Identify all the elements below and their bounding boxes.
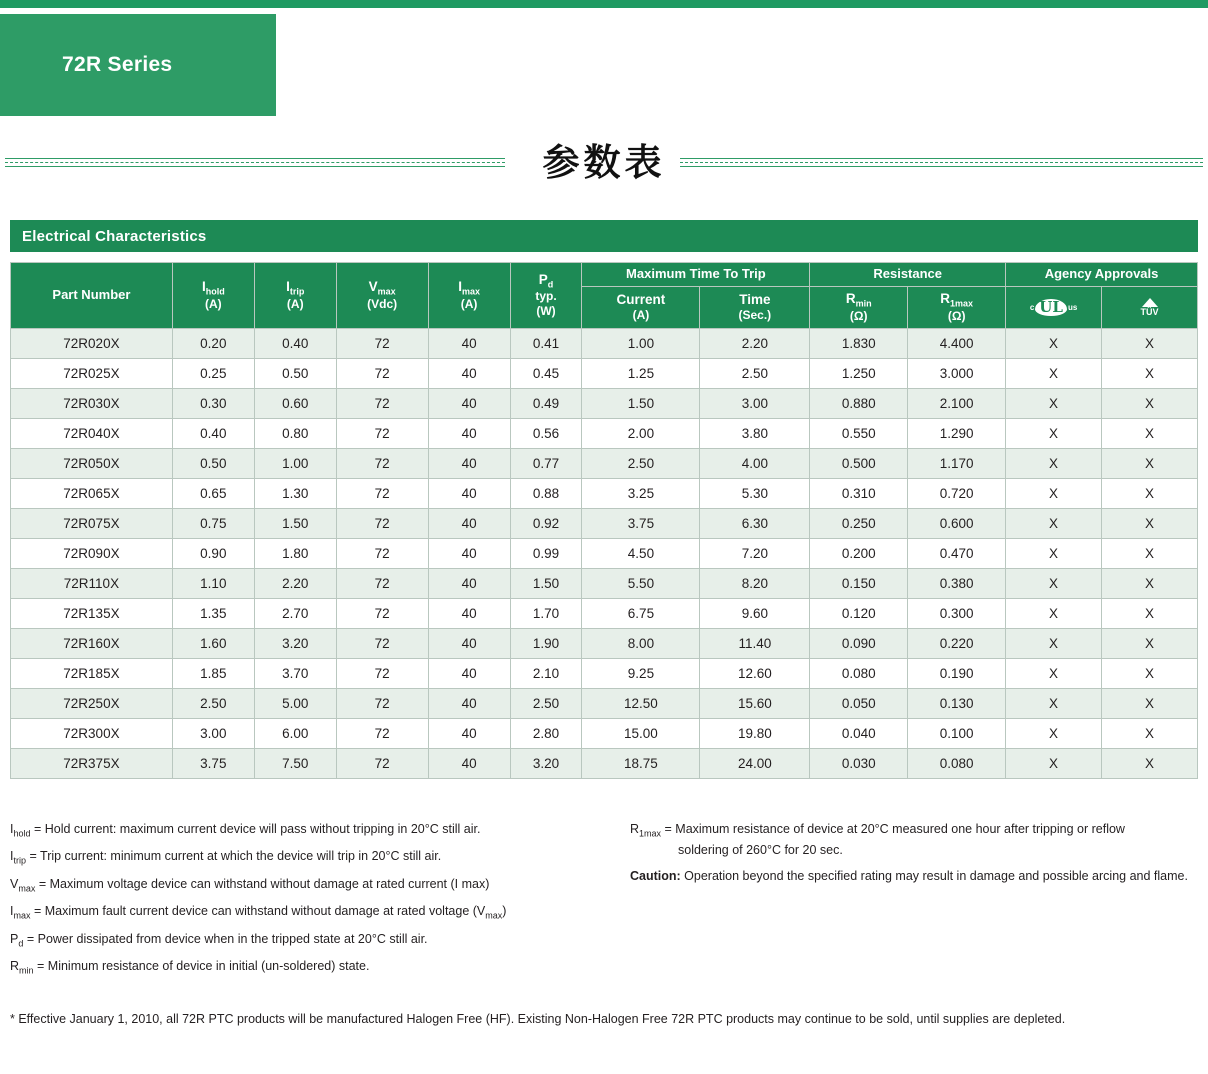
- col-ihold: [172, 263, 254, 329]
- cell-itrip: 6.00: [254, 718, 336, 748]
- cell-pd: 3.20: [510, 748, 582, 778]
- cell-vmax: 72: [336, 478, 428, 508]
- cell-pd: 2.80: [510, 718, 582, 748]
- cell-rmin: 0.310: [810, 478, 908, 508]
- cell-ul: X: [1006, 448, 1102, 478]
- cell-tuv: X: [1102, 748, 1198, 778]
- top-accent-bar: [0, 0, 1208, 8]
- cell-pd: 0.77: [510, 448, 582, 478]
- note-pd: [10, 930, 610, 951]
- cell-current: 12.50: [582, 688, 700, 718]
- cell-itrip: 2.70: [254, 598, 336, 628]
- cell-imax: 40: [428, 568, 510, 598]
- cell-itrip: 1.50: [254, 508, 336, 538]
- cell-ihold: 3.75: [172, 748, 254, 778]
- cell-ul: X: [1006, 568, 1102, 598]
- cell-pd: 2.10: [510, 658, 582, 688]
- cell-ihold: 0.40: [172, 418, 254, 448]
- cell-pn: 72R065X: [11, 478, 173, 508]
- col-vmax: [336, 263, 428, 329]
- note-vmax-symbol: V: [10, 876, 19, 891]
- trip-time-label: Time: [739, 291, 771, 307]
- cell-pd: 0.56: [510, 418, 582, 448]
- table-row: [11, 418, 1198, 448]
- note-vmax: [10, 875, 610, 896]
- cell-time: 2.20: [700, 328, 810, 358]
- cell-pd: 1.90: [510, 628, 582, 658]
- cell-r1max: 0.720: [908, 478, 1006, 508]
- cell-rmin: 0.120: [810, 598, 908, 628]
- cell-ihold: 1.60: [172, 628, 254, 658]
- cell-itrip: 0.50: [254, 358, 336, 388]
- cell-time: 11.40: [700, 628, 810, 658]
- cell-imax: 40: [428, 598, 510, 628]
- pd-typ: typ.: [535, 289, 557, 304]
- cell-pd: 0.45: [510, 358, 582, 388]
- col-itrip: [254, 263, 336, 329]
- table-row: [11, 568, 1198, 598]
- cell-vmax: 72: [336, 508, 428, 538]
- cell-current: 3.25: [582, 478, 700, 508]
- note-ihold-text: = Hold current: maximum current device will pass without tripping in 20°C still air.: [30, 822, 481, 836]
- cell-pn: 72R025X: [11, 358, 173, 388]
- cell-itrip: 7.50: [254, 748, 336, 778]
- cell-r1max: 0.190: [908, 658, 1006, 688]
- cell-time: 24.00: [700, 748, 810, 778]
- cell-rmin: 0.550: [810, 418, 908, 448]
- cell-pn: 72R160X: [11, 628, 173, 658]
- cell-imax: 40: [428, 328, 510, 358]
- cell-time: 7.20: [700, 538, 810, 568]
- cell-tuv: X: [1102, 478, 1198, 508]
- cell-pd: 0.92: [510, 508, 582, 538]
- note-vmax-text: = Maximum voltage device can withstand without damage at rated current (I max): [35, 876, 490, 891]
- cell-pn: 72R090X: [11, 538, 173, 568]
- cell-imax: 40: [428, 418, 510, 448]
- note-imax-subscript: max: [13, 910, 31, 921]
- cell-ihold: 0.65: [172, 478, 254, 508]
- note-imax-symbol: I: [10, 904, 14, 919]
- note-r1max: [630, 820, 1200, 861]
- col-resistance: Resistance: [810, 263, 1006, 287]
- vmax-unit: (Vdc): [367, 296, 398, 311]
- cell-ul: X: [1006, 688, 1102, 718]
- r1max-symbol: R: [940, 290, 950, 306]
- cell-pd: 1.50: [510, 568, 582, 598]
- cell-pd: 0.41: [510, 328, 582, 358]
- vmax-subscript: max: [377, 286, 396, 297]
- pd-unit: (W): [536, 304, 556, 319]
- cell-ihold: 0.75: [172, 508, 254, 538]
- cell-itrip: 5.00: [254, 688, 336, 718]
- note-itrip-text: = Trip current: minimum current at which the device will trip in 20°C still air.: [26, 849, 442, 864]
- cell-r1max: 3.000: [908, 358, 1006, 388]
- ul-logo: [1030, 299, 1077, 316]
- cell-tuv: X: [1102, 508, 1198, 538]
- cell-current: 6.75: [582, 598, 700, 628]
- cell-ul: X: [1006, 508, 1102, 538]
- cell-pn: 72R110X: [11, 568, 173, 598]
- cell-imax: 40: [428, 478, 510, 508]
- footnotes-left-column: [10, 820, 610, 985]
- cell-itrip: 1.00: [254, 448, 336, 478]
- cell-r1max: 0.380: [908, 568, 1006, 598]
- cell-time: 8.20: [700, 568, 810, 598]
- cell-ul: X: [1006, 598, 1102, 628]
- caution-label: Caution:: [630, 868, 681, 883]
- cell-ul: X: [1006, 328, 1102, 358]
- cell-r1max: 0.220: [908, 628, 1006, 658]
- title-rule-left: [5, 158, 505, 168]
- col-tuv-approval: [1102, 286, 1198, 328]
- cell-vmax: 72: [336, 388, 428, 418]
- electrical-characteristics-table: [10, 262, 1198, 779]
- cell-ul: X: [1006, 418, 1102, 448]
- cell-imax: 40: [428, 748, 510, 778]
- cell-pd: 0.88: [510, 478, 582, 508]
- cell-imax: 40: [428, 718, 510, 748]
- imax-unit: (A): [460, 296, 478, 311]
- cell-pn: 72R300X: [11, 718, 173, 748]
- cell-rmin: 0.200: [810, 538, 908, 568]
- cell-time: 12.60: [700, 658, 810, 688]
- cell-vmax: 72: [336, 328, 428, 358]
- halogen-free-note: * Effective January 1, 2010, all 72R PTC products will be manufactured Halogen Free (HF). Existing Non-Halogen Free 72R PTC products may continue to be sold, until supplies are depleted.: [10, 1012, 1066, 1026]
- title-rule-right: [680, 158, 1203, 168]
- cell-current: 1.50: [582, 388, 700, 418]
- rmin-unit: (Ω): [849, 308, 868, 323]
- col-trip-current: [582, 286, 700, 328]
- cell-r1max: 0.600: [908, 508, 1006, 538]
- cell-pn: 72R250X: [11, 688, 173, 718]
- col-part-number: Part Number: [11, 263, 173, 329]
- cell-pn: 72R020X: [11, 328, 173, 358]
- cell-ihold: 1.85: [172, 658, 254, 688]
- ul-roundel-icon: UL: [1035, 299, 1067, 316]
- cell-rmin: 0.050: [810, 688, 908, 718]
- cell-current: 2.00: [582, 418, 700, 448]
- cell-tuv: X: [1102, 388, 1198, 418]
- table-row: [11, 748, 1198, 778]
- col-trip-time: [700, 286, 810, 328]
- r1max-unit: (Ω): [947, 308, 966, 323]
- ul-us-marking: us: [1067, 302, 1078, 312]
- trip-current-label: Current: [616, 291, 666, 307]
- cell-vmax: 72: [336, 658, 428, 688]
- cell-tuv: X: [1102, 418, 1198, 448]
- cell-ihold: 1.35: [172, 598, 254, 628]
- cell-tuv: X: [1102, 628, 1198, 658]
- table-row: [11, 628, 1198, 658]
- cell-itrip: 1.30: [254, 478, 336, 508]
- table-row: [11, 508, 1198, 538]
- cell-time: 3.00: [700, 388, 810, 418]
- cell-imax: 40: [428, 658, 510, 688]
- table-row: [11, 718, 1198, 748]
- cell-imax: 40: [428, 538, 510, 568]
- itrip-subscript: trip: [289, 286, 305, 297]
- note-rmin-symbol: R: [10, 959, 20, 974]
- cell-r1max: 0.470: [908, 538, 1006, 568]
- note-itrip: [10, 847, 610, 868]
- cell-current: 1.25: [582, 358, 700, 388]
- cell-current: 5.50: [582, 568, 700, 598]
- trip-time-unit: (Sec.): [738, 307, 772, 322]
- cell-r1max: 0.100: [908, 718, 1006, 748]
- table-row: [11, 358, 1198, 388]
- cell-rmin: 0.150: [810, 568, 908, 598]
- cell-time: 2.50: [700, 358, 810, 388]
- cell-pd: 0.99: [510, 538, 582, 568]
- note-vmax-subscript: max: [18, 883, 36, 894]
- table-row: [11, 688, 1198, 718]
- cell-itrip: 0.60: [254, 388, 336, 418]
- ihold-subscript: hold: [205, 286, 225, 297]
- cell-rmin: 0.500: [810, 448, 908, 478]
- cell-itrip: 3.70: [254, 658, 336, 688]
- tuv-label: TÜV: [1140, 306, 1159, 317]
- cell-ihold: 3.00: [172, 718, 254, 748]
- note-r1max-subscript: 1max: [639, 828, 662, 839]
- table-row: [11, 658, 1198, 688]
- cell-ul: X: [1006, 658, 1102, 688]
- note-rmin-text: = Minimum resistance of device in initial (un-soldered) state.: [33, 959, 370, 974]
- cell-pn: 72R375X: [11, 748, 173, 778]
- cell-imax: 40: [428, 688, 510, 718]
- footnotes-right-column: [630, 820, 1200, 892]
- cell-tuv: X: [1102, 658, 1198, 688]
- cell-ihold: 0.25: [172, 358, 254, 388]
- col-ul-approval: [1006, 286, 1102, 328]
- table-row: [11, 388, 1198, 418]
- cell-pd: 1.70: [510, 598, 582, 628]
- note-imax: [10, 902, 610, 923]
- cell-current: 9.25: [582, 658, 700, 688]
- cell-imax: 40: [428, 508, 510, 538]
- col-pd: [510, 263, 582, 329]
- cell-pn: 72R040X: [11, 418, 173, 448]
- cell-time: 4.00: [700, 448, 810, 478]
- section-title: Electrical Characteristics: [10, 220, 1198, 252]
- note-imax-tail: ): [502, 904, 507, 919]
- page-title: 参数表: [542, 141, 666, 184]
- col-agency-approvals: Agency Approvals: [1006, 263, 1198, 287]
- cell-current: 1.00: [582, 328, 700, 358]
- col-imax: [428, 263, 510, 329]
- cell-pn: 72R135X: [11, 598, 173, 628]
- cell-ul: X: [1006, 718, 1102, 748]
- note-r1max-text: = Maximum resistance of device at 20°C measured one hour after tripping or reflow: [661, 822, 1125, 836]
- cell-rmin: 1.830: [810, 328, 908, 358]
- cell-rmin: 0.040: [810, 718, 908, 748]
- cell-current: 3.75: [582, 508, 700, 538]
- note-ihold: [10, 820, 610, 841]
- cell-current: 8.00: [582, 628, 700, 658]
- cell-pn: 72R075X: [11, 508, 173, 538]
- cell-ul: X: [1006, 538, 1102, 568]
- table-row: [11, 598, 1198, 628]
- cell-vmax: 72: [336, 568, 428, 598]
- cell-itrip: 0.40: [254, 328, 336, 358]
- note-itrip-symbol: I: [10, 849, 14, 864]
- cell-rmin: 0.080: [810, 658, 908, 688]
- cell-time: 9.60: [700, 598, 810, 628]
- cell-current: 2.50: [582, 448, 700, 478]
- cell-vmax: 72: [336, 598, 428, 628]
- cell-imax: 40: [428, 448, 510, 478]
- cell-tuv: X: [1102, 718, 1198, 748]
- note-imax-text: = Maximum fault current device can withstand without damage at rated voltage (V: [30, 904, 486, 919]
- note-pd-text: = Power dissipated from device when in the tripped state at 20°C still air.: [23, 931, 428, 946]
- cell-r1max: 0.300: [908, 598, 1006, 628]
- cell-ihold: 2.50: [172, 688, 254, 718]
- cell-tuv: X: [1102, 328, 1198, 358]
- tuv-triangle-icon: [1142, 298, 1158, 307]
- cell-rmin: 0.090: [810, 628, 908, 658]
- r1max-subscript: 1max: [950, 298, 974, 309]
- cell-r1max: 4.400: [908, 328, 1006, 358]
- itrip-symbol: I: [286, 278, 290, 294]
- cell-current: 15.00: [582, 718, 700, 748]
- cell-ihold: 0.30: [172, 388, 254, 418]
- cell-vmax: 72: [336, 538, 428, 568]
- cell-pn: 72R185X: [11, 658, 173, 688]
- cell-rmin: 1.250: [810, 358, 908, 388]
- cell-tuv: X: [1102, 448, 1198, 478]
- pd-symbol: P: [538, 271, 548, 287]
- cell-ul: X: [1006, 478, 1102, 508]
- cell-time: 15.60: [700, 688, 810, 718]
- series-banner: [0, 14, 276, 116]
- cell-ul: X: [1006, 748, 1102, 778]
- cell-itrip: 2.20: [254, 568, 336, 598]
- cell-vmax: 72: [336, 688, 428, 718]
- cell-ihold: 1.10: [172, 568, 254, 598]
- cell-ihold: 0.50: [172, 448, 254, 478]
- note-ihold-subscript: hold: [13, 828, 31, 839]
- cell-r1max: 0.080: [908, 748, 1006, 778]
- cell-imax: 40: [428, 388, 510, 418]
- cell-imax: 40: [428, 358, 510, 388]
- col-max-time-to-trip: Maximum Time To Trip: [582, 263, 810, 287]
- note-rmin-subscript: min: [19, 965, 34, 976]
- cell-current: 18.75: [582, 748, 700, 778]
- cell-pd: 2.50: [510, 688, 582, 718]
- ul-c-marking: c: [1029, 302, 1035, 312]
- caution-text: Operation beyond the specified rating may result in damage and possible arcing and flame.: [680, 868, 1188, 883]
- note-imax-vmax-subscript: max: [485, 910, 503, 921]
- cell-pn: 72R030X: [11, 388, 173, 418]
- cell-r1max: 2.100: [908, 388, 1006, 418]
- table-row: [11, 328, 1198, 358]
- cell-rmin: 0.250: [810, 508, 908, 538]
- table-row: [11, 448, 1198, 478]
- note-caution: [630, 867, 1200, 886]
- cell-r1max: 0.130: [908, 688, 1006, 718]
- cell-tuv: X: [1102, 538, 1198, 568]
- cell-itrip: 1.80: [254, 538, 336, 568]
- note-rmin: [10, 957, 610, 978]
- note-pd-symbol: P: [10, 931, 19, 946]
- cell-time: 5.30: [700, 478, 810, 508]
- cell-r1max: 1.290: [908, 418, 1006, 448]
- note-pd-subscript: d: [18, 938, 24, 949]
- cell-ihold: 0.20: [172, 328, 254, 358]
- pd-subscript: d: [547, 279, 554, 290]
- cell-rmin: 0.030: [810, 748, 908, 778]
- cell-imax: 40: [428, 628, 510, 658]
- cell-time: 6.30: [700, 508, 810, 538]
- trip-current-unit: (A): [632, 307, 650, 322]
- ihold-symbol: I: [201, 278, 206, 294]
- itrip-unit: (A): [286, 296, 304, 311]
- tuv-logo: [1104, 298, 1195, 317]
- note-itrip-subscript: trip: [13, 855, 26, 866]
- vmax-symbol: V: [368, 278, 378, 294]
- cell-tuv: X: [1102, 358, 1198, 388]
- cell-tuv: X: [1102, 598, 1198, 628]
- cell-rmin: 0.880: [810, 388, 908, 418]
- col-rmin: [810, 286, 908, 328]
- cell-ul: X: [1006, 358, 1102, 388]
- cell-time: 19.80: [700, 718, 810, 748]
- cell-ul: X: [1006, 388, 1102, 418]
- cell-current: 4.50: [582, 538, 700, 568]
- table-header-row-1: [11, 263, 1198, 287]
- cell-tuv: X: [1102, 688, 1198, 718]
- series-title: 72R Series: [62, 53, 173, 76]
- table-body: [11, 328, 1198, 778]
- col-r1max: [908, 286, 1006, 328]
- cell-time: 3.80: [700, 418, 810, 448]
- table-row: [11, 538, 1198, 568]
- imax-subscript: max: [461, 286, 480, 297]
- cell-vmax: 72: [336, 718, 428, 748]
- cell-vmax: 72: [336, 418, 428, 448]
- note-r1max-symbol: R: [630, 822, 640, 836]
- cell-pn: 72R050X: [11, 448, 173, 478]
- cell-ihold: 0.90: [172, 538, 254, 568]
- cell-vmax: 72: [336, 358, 428, 388]
- cell-itrip: 3.20: [254, 628, 336, 658]
- cell-vmax: 72: [336, 628, 428, 658]
- note-ihold-symbol: I: [10, 822, 14, 836]
- cell-ul: X: [1006, 628, 1102, 658]
- note-r1max-text-line2: soldering of 260°C for 20 sec.: [678, 843, 843, 858]
- cell-pd: 0.49: [510, 388, 582, 418]
- cell-r1max: 1.170: [908, 448, 1006, 478]
- ihold-unit: (A): [204, 296, 222, 311]
- imax-symbol: I: [458, 278, 462, 294]
- cell-tuv: X: [1102, 568, 1198, 598]
- table-row: [11, 478, 1198, 508]
- rmin-subscript: min: [855, 298, 872, 309]
- cell-vmax: 72: [336, 448, 428, 478]
- cell-itrip: 0.80: [254, 418, 336, 448]
- cell-vmax: 72: [336, 748, 428, 778]
- rmin-symbol: R: [845, 290, 856, 306]
